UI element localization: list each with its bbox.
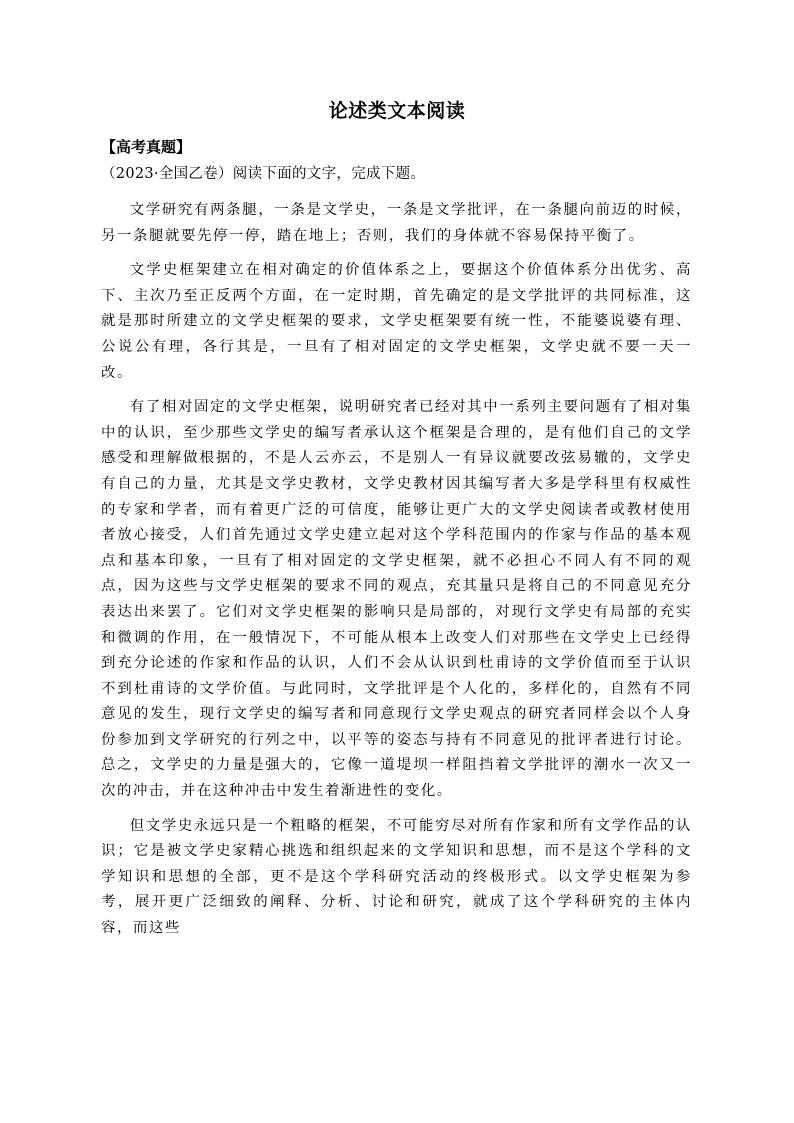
article-body <box>101 198 692 951</box>
paragraph: 但文学史永远只是一个粗略的框架，不可能穷尽对所有作家和所有文学作品的认识；它是被文学史家精心挑选和组织起来的文学知识和思想，而不是这个学科的文学知识和思想的全部，更不是这个学科研究活动的终极形式。以文学史框架为参考，展开更广泛细致的阐释、分析、讨论和研究，就成了这个学科研究的主体内容，而这些 <box>101 817 692 937</box>
question-intro: （2023·全国乙卷）阅读下面的文字，完成下题。 <box>101 166 426 182</box>
paragraph: 文学史框架建立在相对确定的价值体系之上，要据这个价值体系分出优劣、高下、主次乃至正反两个方面，在一定时期，首先确定的是文学批评的共同标准，这就是那时所建立的文学史框架的要求，文学史框架要有统一性，不能婆说婆有理、公说公有理，各行其是，一旦有了相对固定的文学史框架，文学史就不要一天一改。 <box>101 262 692 381</box>
section-label: 【高考真题】 <box>101 138 192 156</box>
paragraph: 文学研究有两条腿，一条是文学史，一条是文学批评，在一条腿向前迈的时候，另一条腿就要先停一停，踏在地上；否则，我们的身体就不容易保持平衡了。 <box>101 202 692 244</box>
page-title: 论述类文本阅读 <box>328 100 466 122</box>
paragraph: 有了相对固定的文学史框架，说明研究者已经对其中一系列主要问题有了相对集中的认识，至少那些文学史的编写者承认这个框架是合理的，是有他们自己的文学感受和理解做根据的，不是人云亦云，不是别人一有异议就要改弦易辙的，文学史有自己的力量，尤其是文学史教材，文学史教材因其编写者大多是学科里有权威性的专家和学者，而有着更广泛的可信度，能够让更广大的文学史阅读者或教材使用者放心接受，人们首先通过文学史建立起对这个学科范围内的作家与作品的基本观点和基本印象，一旦有了相对固定的文学史框架，就不必担心不同人有不同的观点，因为这些与文学史框架的要求不同的观点，充其量只是将自己的不同意见充分表达出来罢了。它们对文学史框架的影响只是局部的，对现行文学史有局部的充实和微调的作用，在一般情况下，不可能从根本上改变人们对那些在文学史上已经得到充分论述的作家和作品的认识，人们不会从认识到杜甫诗的文学价值而至于认识不到杜甫诗的文学价值。与此同时，文学批评是个人化的，多样化的，自然有不同意见的发生，现行文学史的编写者和同意现行文学史观点的研究者同样会以个人身份参加到文学研究的行列之中，以平等的姿态与持有不同意见的批评者进行讨论。总之，文学史的力量是强大的，它像一道堤坝一样阻挡着文学批评的潮水一次又一次的冲击，并在这种冲击中发生着渐进性的变化。 <box>101 399 692 800</box>
